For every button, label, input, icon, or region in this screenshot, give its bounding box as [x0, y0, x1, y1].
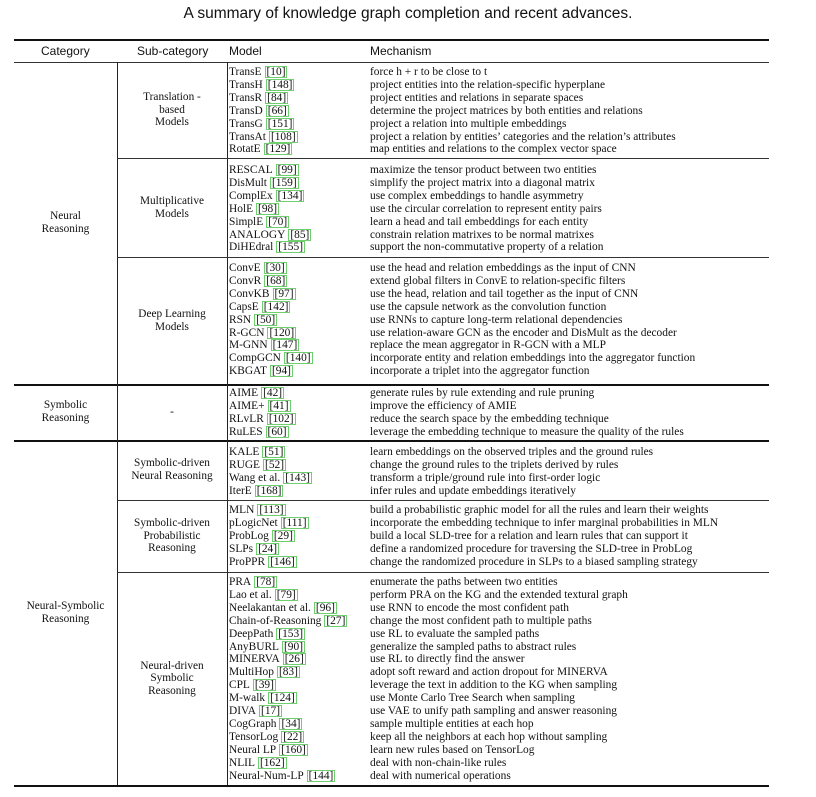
citation: [146]: [270, 555, 295, 568]
mechanism-text: constrain relation matrixes to be normal matrixes: [370, 228, 594, 241]
model-name: [229, 517, 309, 530]
model-name: [229, 365, 293, 378]
mechanism-text: use RL to evaluate the sampled paths: [370, 627, 540, 640]
model-label: pLogicNet: [229, 516, 278, 529]
model-name: [229, 92, 288, 105]
citation-link[interactable]: 42: [266, 387, 279, 399]
category-neural-reasoning: Neural Reasoning: [41, 210, 90, 235]
citation: [78]: [256, 576, 276, 588]
category-neural-symbolic-reasoning: Neural-Symbolic Reasoning: [26, 599, 105, 625]
model-label: RUGE: [229, 458, 261, 471]
citation-link[interactable]: 111: [286, 516, 303, 529]
mechanism-text: project a relation by entities’ categories and the relation’s attributes: [370, 130, 676, 143]
citation-link[interactable]: 96: [319, 601, 332, 614]
subcategory-symbolic-probabilistic: Symbolic-driven Probabilistic Reasoning: [134, 517, 210, 555]
citation-link[interactable]: 102: [272, 412, 290, 425]
citation: [26]: [284, 653, 304, 666]
model-label: TransH: [229, 78, 263, 91]
citation-link[interactable]: 10: [270, 66, 282, 78]
model-name: [229, 576, 277, 589]
model-label: CogGraph: [229, 717, 277, 730]
citation: [90]: [284, 640, 303, 653]
mechanism-text: incorporate the embedding technique to infer marginal probabilities in MLN: [370, 516, 719, 529]
citation: [17]: [261, 705, 280, 717]
model-name: [229, 413, 296, 426]
model-label: TensorLog: [229, 730, 279, 743]
mechanism-text: project entities into the relation-specific hyperplane: [370, 78, 605, 91]
citation-link[interactable]: 146: [273, 555, 291, 568]
model-name: [229, 602, 337, 615]
citation: [51]: [264, 446, 284, 458]
mechanism-text: use Monte Carlo Tree Search when sampling: [370, 692, 575, 705]
citation-link[interactable]: 17: [264, 705, 277, 717]
mechanism-text: extend global filters in ConvE to relation-specific filters: [370, 274, 626, 287]
citation: [129]: [265, 143, 291, 156]
model-label: TransD: [229, 104, 263, 117]
citation-link[interactable]: 50: [259, 313, 272, 326]
citation-link[interactable]: 24: [261, 542, 274, 555]
model-name: [229, 118, 294, 131]
citation-link[interactable]: 124: [273, 692, 291, 705]
citation-link[interactable]: 113: [263, 504, 280, 516]
model-name: [229, 705, 282, 718]
citation-link[interactable]: 99: [281, 164, 293, 176]
citation-link[interactable]: 153: [282, 627, 300, 640]
citation: [66]: [267, 104, 287, 117]
model-name: [229, 666, 300, 679]
citation-link[interactable]: 134: [281, 189, 299, 202]
model-label: TransAt: [229, 130, 266, 143]
model-name: [229, 615, 347, 628]
citation: [159]: [271, 176, 297, 189]
mechanism-text: use VAE to unify path sampling and answer reasoning: [370, 705, 617, 717]
subcategory-symbolic-neural: Symbolic-driven Neural Reasoning: [131, 457, 213, 482]
header-model: Model: [229, 44, 262, 58]
mechanism-text: use relation-aware GCN as the encoder and DisMult as the decoder: [370, 326, 677, 339]
model-name: [229, 485, 283, 498]
model-label: CapsE: [229, 300, 259, 313]
mechanism-text: keep all the neighbors at each hop without sampling: [370, 730, 608, 743]
mechanism-text: build a local SLD-tree for a relation and learn rules that can support it: [370, 529, 688, 542]
mechanism-text: incorporate a triplet into the aggregator function: [370, 365, 590, 378]
model-label: AIME+: [229, 399, 265, 412]
model-label: ConvE: [229, 262, 261, 274]
model-name: [229, 472, 312, 485]
citation: [144]: [308, 769, 334, 782]
citation-link[interactable]: 22: [286, 730, 299, 743]
mechanism-text: learn embeddings on the observed triples and the ground rules: [370, 446, 654, 458]
citation: [52]: [265, 458, 284, 471]
citation: [94]: [271, 365, 291, 378]
model-name: [229, 744, 308, 757]
model-name: [229, 314, 277, 327]
model-label: MINERVA: [229, 653, 280, 666]
mechanism-text: learn new rules based on TensorLog: [370, 743, 535, 756]
citation-link[interactable]: 79: [280, 588, 292, 601]
mechanism-text: learn a head and tail embeddings for each entity: [370, 215, 589, 228]
citation: [111]: [282, 516, 307, 529]
model-label: AnyBURL: [229, 640, 279, 653]
model-name: [229, 105, 289, 118]
citation: [147]: [272, 339, 298, 352]
mechanism-text: project a relation into multiple embeddings: [370, 117, 567, 130]
citation-link[interactable]: 129: [269, 143, 287, 156]
citation: [168]: [256, 484, 282, 497]
model-label: RLvLR: [229, 412, 264, 425]
model-name: [229, 203, 279, 216]
mechanism-text: maximize the tensor product between two entities: [370, 164, 597, 176]
mechanism-text: define a randomized procedure for traversing the SLD-tree in ProbLog: [370, 542, 693, 555]
model-label: ANALOGY: [229, 228, 286, 241]
model-label: RotatE: [229, 143, 261, 156]
mechanism-text: deal with non-chain-like rules: [370, 756, 507, 769]
citation: [140]: [285, 352, 311, 365]
citation: [97]: [274, 287, 294, 300]
model-name: [229, 143, 292, 156]
citation-link[interactable]: 34: [285, 717, 297, 730]
model-name: [229, 446, 285, 459]
citation: [84]: [267, 91, 287, 104]
citation: [124]: [270, 692, 295, 705]
mechanism-text: infer rules and update embeddings iteratively: [370, 484, 576, 497]
model-label: M-walk: [229, 692, 266, 705]
citation-link[interactable]: 97: [278, 287, 290, 300]
citation: [99]: [277, 164, 297, 176]
model-name: [229, 426, 289, 439]
mechanism-text: support the non-commutative property of a relation: [370, 241, 604, 254]
mechanism-text: change the most confident path to multiple paths: [370, 614, 592, 627]
citation: [162]: [259, 756, 285, 769]
model-label: SimplE: [229, 215, 264, 228]
model-name: [229, 275, 287, 288]
citation: [60]: [267, 425, 287, 438]
citation: [39]: [254, 679, 274, 692]
header-category: Category: [41, 44, 90, 58]
model-label: ConvKB: [229, 287, 270, 300]
model-label: PRA: [229, 576, 252, 588]
mechanism-text: use the capsule network as the convolution function: [370, 300, 607, 313]
citation-link[interactable]: 94: [275, 365, 288, 378]
model-label: MultiHop: [229, 666, 274, 679]
model-label: SLPs: [229, 542, 254, 555]
mechanism-text: adopt soft reward and action dropout for MINERVA: [370, 666, 608, 679]
citation: [22]: [283, 730, 303, 743]
citation-link[interactable]: 98: [261, 202, 274, 215]
citation-link[interactable]: 148: [271, 78, 289, 91]
header-subcategory: Sub-category: [137, 44, 209, 58]
citation-link[interactable]: 151: [271, 117, 289, 130]
model-label: Chain-of-Reasoning: [229, 614, 322, 627]
model-name: [229, 530, 295, 543]
citation: [30]: [265, 262, 285, 274]
model-name: [229, 79, 294, 92]
citation: [96]: [315, 601, 335, 614]
model-label: ProbLog: [229, 529, 269, 542]
model-label: IterE: [229, 484, 252, 497]
citation-link[interactable]: 168: [260, 484, 278, 497]
model-name: [229, 757, 287, 770]
citation: [134]: [277, 189, 303, 202]
model-label: HolE: [229, 202, 254, 215]
subcategory-none: -: [170, 405, 174, 418]
model-label: TransR: [229, 91, 263, 104]
model-label: KALE: [229, 446, 260, 458]
citation: [153]: [278, 627, 303, 640]
model-name: [229, 262, 287, 275]
citation-link[interactable]: 68: [270, 274, 282, 287]
model-label: KBGAT: [229, 365, 267, 378]
citation: [143]: [285, 471, 310, 484]
model-name: [229, 190, 304, 203]
citation-link[interactable]: 52: [268, 458, 281, 471]
mechanism-text: sample multiple entities at each hop: [370, 717, 534, 730]
mechanism-text: use RNNs to capture long-term relational dependencies: [370, 313, 623, 326]
model-name: [229, 400, 291, 413]
model-label: R-GCN: [229, 326, 265, 339]
model-name: [229, 731, 304, 744]
model-label: CPL: [229, 679, 250, 692]
model-label: Neural LP: [229, 743, 277, 756]
citation: [83]: [278, 666, 298, 679]
mechanism-text: use the head and relation embeddings as the input of CNN: [370, 262, 636, 274]
mechanism-text: use RNN to encode the most confident path: [370, 601, 569, 614]
citation-link[interactable]: 27: [330, 614, 342, 627]
subcategory-neural-symbolic: Neural-driven Symbolic Reasoning: [140, 659, 204, 697]
citation: [27]: [326, 614, 346, 627]
model-label: M-GNN: [229, 339, 268, 352]
model-label: DisMult: [229, 176, 267, 189]
citation-link[interactable]: 78: [259, 576, 272, 588]
citation-link[interactable]: 159: [275, 176, 293, 189]
model-label: Wang et al.: [229, 471, 281, 484]
citation-link[interactable]: 160: [284, 743, 303, 756]
model-label: NLIL: [229, 756, 255, 769]
model-name: [229, 352, 313, 365]
model-name: [229, 556, 297, 569]
model-name: [229, 504, 286, 517]
citation-link[interactable]: 30: [269, 262, 281, 274]
mechanism-text: determine the project matrices by both entities and relations: [370, 104, 643, 117]
citation-link[interactable]: 29: [277, 529, 290, 542]
citation: [29]: [273, 529, 293, 542]
model-label: CompGCN: [229, 352, 281, 365]
citation: [108]: [270, 130, 296, 143]
mechanism-text: leverage the embedding technique to measure the quality of the rules: [370, 425, 684, 438]
citation: [148]: [267, 78, 293, 91]
model-label: DeepPath: [229, 627, 274, 640]
citation: [41]: [269, 399, 289, 412]
model-name: [229, 327, 296, 340]
table-caption: A summary of knowledge graph completion and recent advances.: [183, 5, 633, 22]
mechanism-text: reduce the search space by the embedding technique: [370, 412, 609, 425]
model-name: [229, 628, 305, 641]
mechanism-text: change the ground rules to the triplets derived by rules: [370, 458, 619, 471]
mechanism-text: use RL to directly find the answer: [370, 653, 525, 666]
mechanism-text: project entities and relations in separate spaces: [370, 91, 584, 104]
model-name: [229, 164, 299, 177]
citation-link[interactable]: 41: [273, 399, 285, 412]
mechanism-text: deal with numerical operations: [370, 769, 511, 782]
citation-link[interactable]: 39: [258, 679, 271, 692]
category-symbolic-reasoning: Symbolic Reasoning: [41, 399, 90, 424]
model-name: [229, 543, 279, 556]
citation: [155]: [278, 241, 303, 254]
mechanism-text: incorporate entity and relation embeddings into the aggregator function: [370, 352, 696, 365]
vsep-subcategory: [227, 62, 228, 785]
citation-link[interactable]: 140: [289, 352, 307, 365]
model-label: ConvR: [229, 274, 262, 287]
header-mechanism: Mechanism: [370, 44, 432, 58]
mechanism-text: map entities and relations to the complex vector space: [370, 143, 617, 156]
citation-link[interactable]: 120: [273, 326, 291, 339]
citation-link[interactable]: 70: [271, 215, 284, 228]
model-name: [229, 131, 298, 144]
citation-link[interactable]: 51: [268, 446, 280, 458]
mechanism-text: enumerate the paths between two entities: [370, 576, 558, 588]
model-name: [229, 653, 306, 666]
model-name: [229, 387, 284, 400]
citation-link[interactable]: 147: [276, 339, 294, 352]
citation-link[interactable]: 66: [271, 104, 283, 117]
model-label: RSN: [229, 313, 252, 326]
citation-link[interactable]: 162: [263, 756, 281, 769]
model-name: [229, 229, 311, 242]
citation: [79]: [276, 588, 296, 601]
citation-link[interactable]: 144: [312, 769, 330, 782]
mechanism-text: replace the mean aggregator in R-GCN with a MLP: [370, 339, 606, 352]
citation-link[interactable]: 84: [270, 91, 283, 104]
citation: [24]: [258, 542, 278, 555]
model-name: [229, 679, 276, 692]
mechanism-text: use complex embeddings to handle asymmetry: [370, 189, 584, 202]
citation: [68]: [266, 274, 286, 287]
mechanism-text: build a probabilistic graphic model for all the rules and learn their weights: [370, 504, 709, 516]
citation-link[interactable]: 90: [287, 640, 300, 653]
citation: [34]: [281, 717, 301, 730]
model-name: [229, 770, 335, 783]
mechanism-text: force h + r to be close to t: [370, 66, 488, 78]
citation-link[interactable]: 83: [282, 666, 295, 679]
model-label: Neelakantan et al.: [229, 601, 311, 614]
mechanism-text: perform PRA on the KG and the extended textural graph: [370, 588, 628, 601]
model-label: RESCAL: [229, 164, 273, 176]
top-rule: [14, 39, 769, 41]
citation: [10]: [266, 66, 286, 78]
model-label: Neural-Num-LP: [229, 769, 304, 782]
citation-link[interactable]: 142: [267, 300, 285, 313]
model-label: AIME: [229, 387, 259, 399]
citation: [142]: [263, 300, 289, 313]
mechanism-text: use the circular correlation to represent entity pairs: [370, 202, 602, 215]
citation: [42]: [263, 387, 283, 399]
model-label: MLN: [229, 504, 255, 516]
citation-link[interactable]: 26: [288, 653, 300, 666]
citation-link[interactable]: 143: [289, 471, 307, 484]
model-label: ProPPR: [229, 555, 266, 568]
model-name: [229, 692, 297, 705]
model-label: DiHEdral: [229, 241, 274, 254]
model-name: [229, 589, 298, 602]
citation: [50]: [256, 313, 276, 326]
model-name: [229, 339, 299, 352]
model-name: [229, 177, 299, 190]
model-name: [229, 241, 305, 254]
mechanism-text: improve the efficiency of AMIE: [370, 399, 517, 412]
citation-link[interactable]: 60: [271, 425, 283, 438]
citation: [120]: [269, 326, 295, 339]
mechanism-text: leverage the text in addition to the KG when sampling: [370, 679, 618, 692]
model-label: RuLES: [229, 425, 263, 438]
citation: [85]: [290, 228, 310, 241]
citation: [160]: [281, 743, 306, 756]
model-name: [229, 459, 286, 472]
model-label: ComplEx: [229, 189, 273, 202]
model-name: [229, 641, 305, 654]
mechanism-text: use the head, relation and tail together as the input of CNN: [370, 287, 639, 300]
mechanism-text: generalize the sampled paths to abstract rules: [370, 640, 577, 653]
citation: [151]: [267, 117, 293, 130]
citation-link[interactable]: 85: [294, 228, 306, 241]
subcategory-translation: Translation -based Models: [143, 91, 201, 129]
model-label: TransE: [229, 66, 262, 78]
model-label: DIVA: [229, 705, 257, 717]
citation-link[interactable]: 108: [274, 130, 292, 143]
model-label: TransG: [229, 117, 263, 130]
model-name: [229, 301, 290, 314]
citation: [113]: [259, 504, 284, 516]
mechanism-text: transform a triple/ground rule into first-order logic: [370, 471, 601, 484]
model-name: [229, 718, 302, 731]
bottom-rule: [14, 785, 769, 787]
mechanism-text: change the randomized procedure in SLPs to a biased sampling strategy: [370, 555, 698, 568]
model-name: [229, 216, 289, 229]
model-label: Lao et al.: [229, 588, 272, 601]
model-name: [229, 66, 287, 79]
mechanism-text: generate rules by rule extending and rule pruning: [370, 387, 595, 399]
model-name: [229, 288, 296, 301]
mechanism-text: simplify the project matrix into a diagonal matrix: [370, 176, 595, 189]
citation-link[interactable]: 155: [282, 241, 300, 254]
subcategory-deep-learning: Deep Learning Models: [138, 307, 206, 333]
subcategory-multiplicative: Multiplicative Models: [139, 194, 204, 220]
citation: [98]: [258, 202, 278, 215]
citation: [70]: [268, 215, 288, 228]
citation: [102]: [268, 412, 294, 425]
